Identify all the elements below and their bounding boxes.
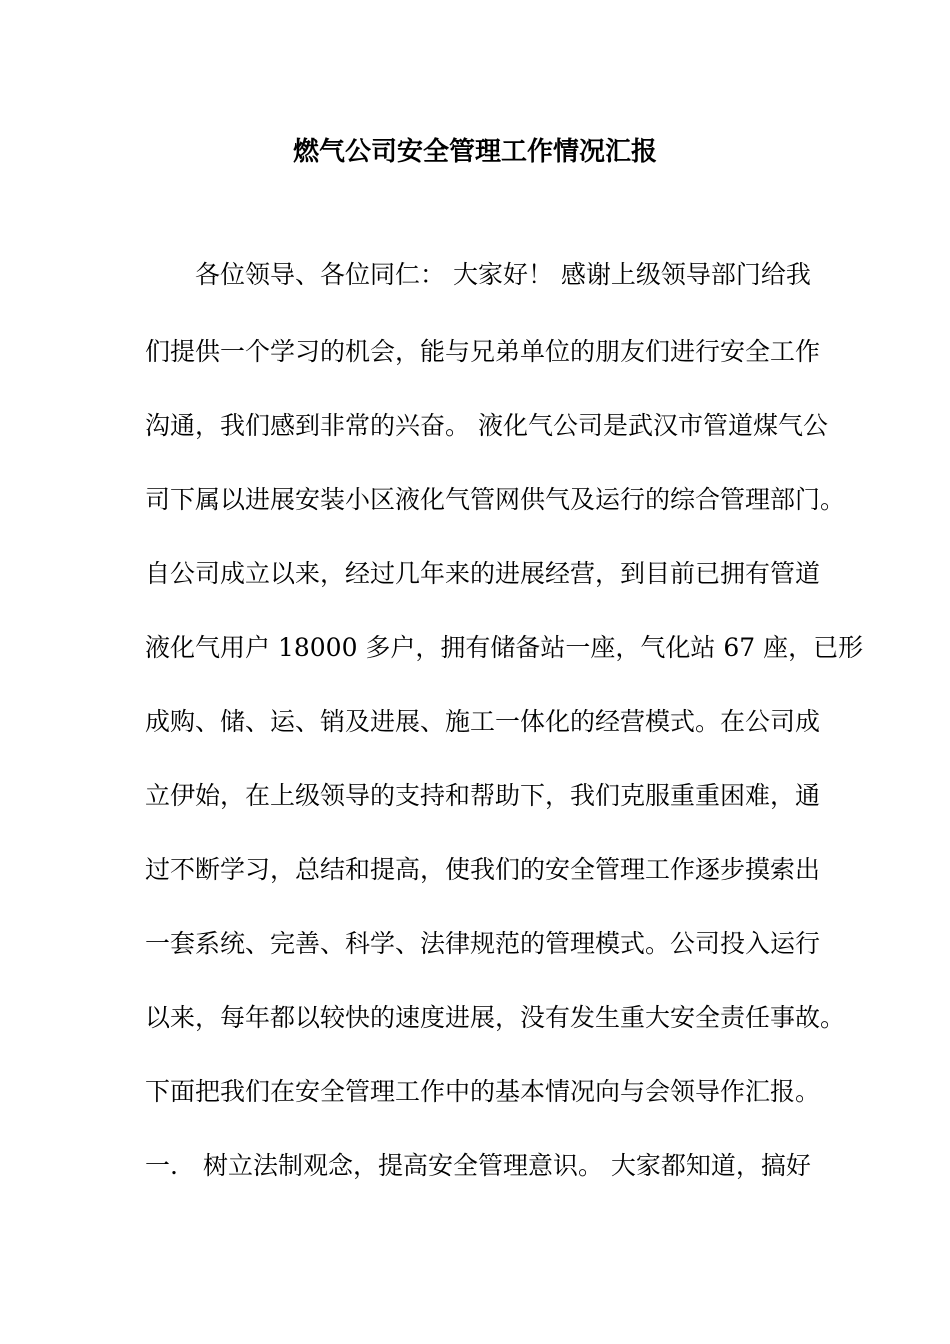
body-line: 一. 树立法制观念，提高安全管理意识。 大家都知道，搞好 [145,1151,811,1180]
body-line: 一套系统、完善、科学、法律规范的管理模式。公司投入运行 [145,929,821,958]
body-line: 各位领导、各位同仁： 大家好！ 感谢上级领导部门给我 [145,260,811,289]
body-line: 自公司成立以来，经过几年来的进展经营，到目前已拥有管道 [145,559,821,588]
body-line: 过不断学习，总结和提高，使我们的安全管理工作逐步摸索出 [145,855,821,884]
body-line: 沟通，我们感到非常的兴奋。 液化气公司是武汉市管道煤气公 [145,411,828,440]
body-line: 立伊始，在上级领导的支持和帮助下，我们克服重重困难，通 [145,781,821,810]
body-line: 液化气用户 18000 多户，拥有储备站一座，气化站 67 座，已形 [145,633,864,662]
body-line: 司下属以进展安装小区液化气管网供气及运行的综合管理部门。 [145,485,846,514]
body-line: 下面把我们在安全管理工作中的基本情况向与会领导作汇报。 [145,1077,821,1106]
body-line: 们提供一个学习的机会，能与兄弟单位的朋友们进行安全工作 [145,337,821,366]
document-title: 燃气公司安全管理工作情况汇报 [292,137,657,167]
body-line: 成购、储、运、销及进展、施工一体化的经营模式。在公司成 [145,707,821,736]
body-line: 以来，每年都以较快的速度进展，没有发生重大安全责任事故。 [145,1003,846,1032]
